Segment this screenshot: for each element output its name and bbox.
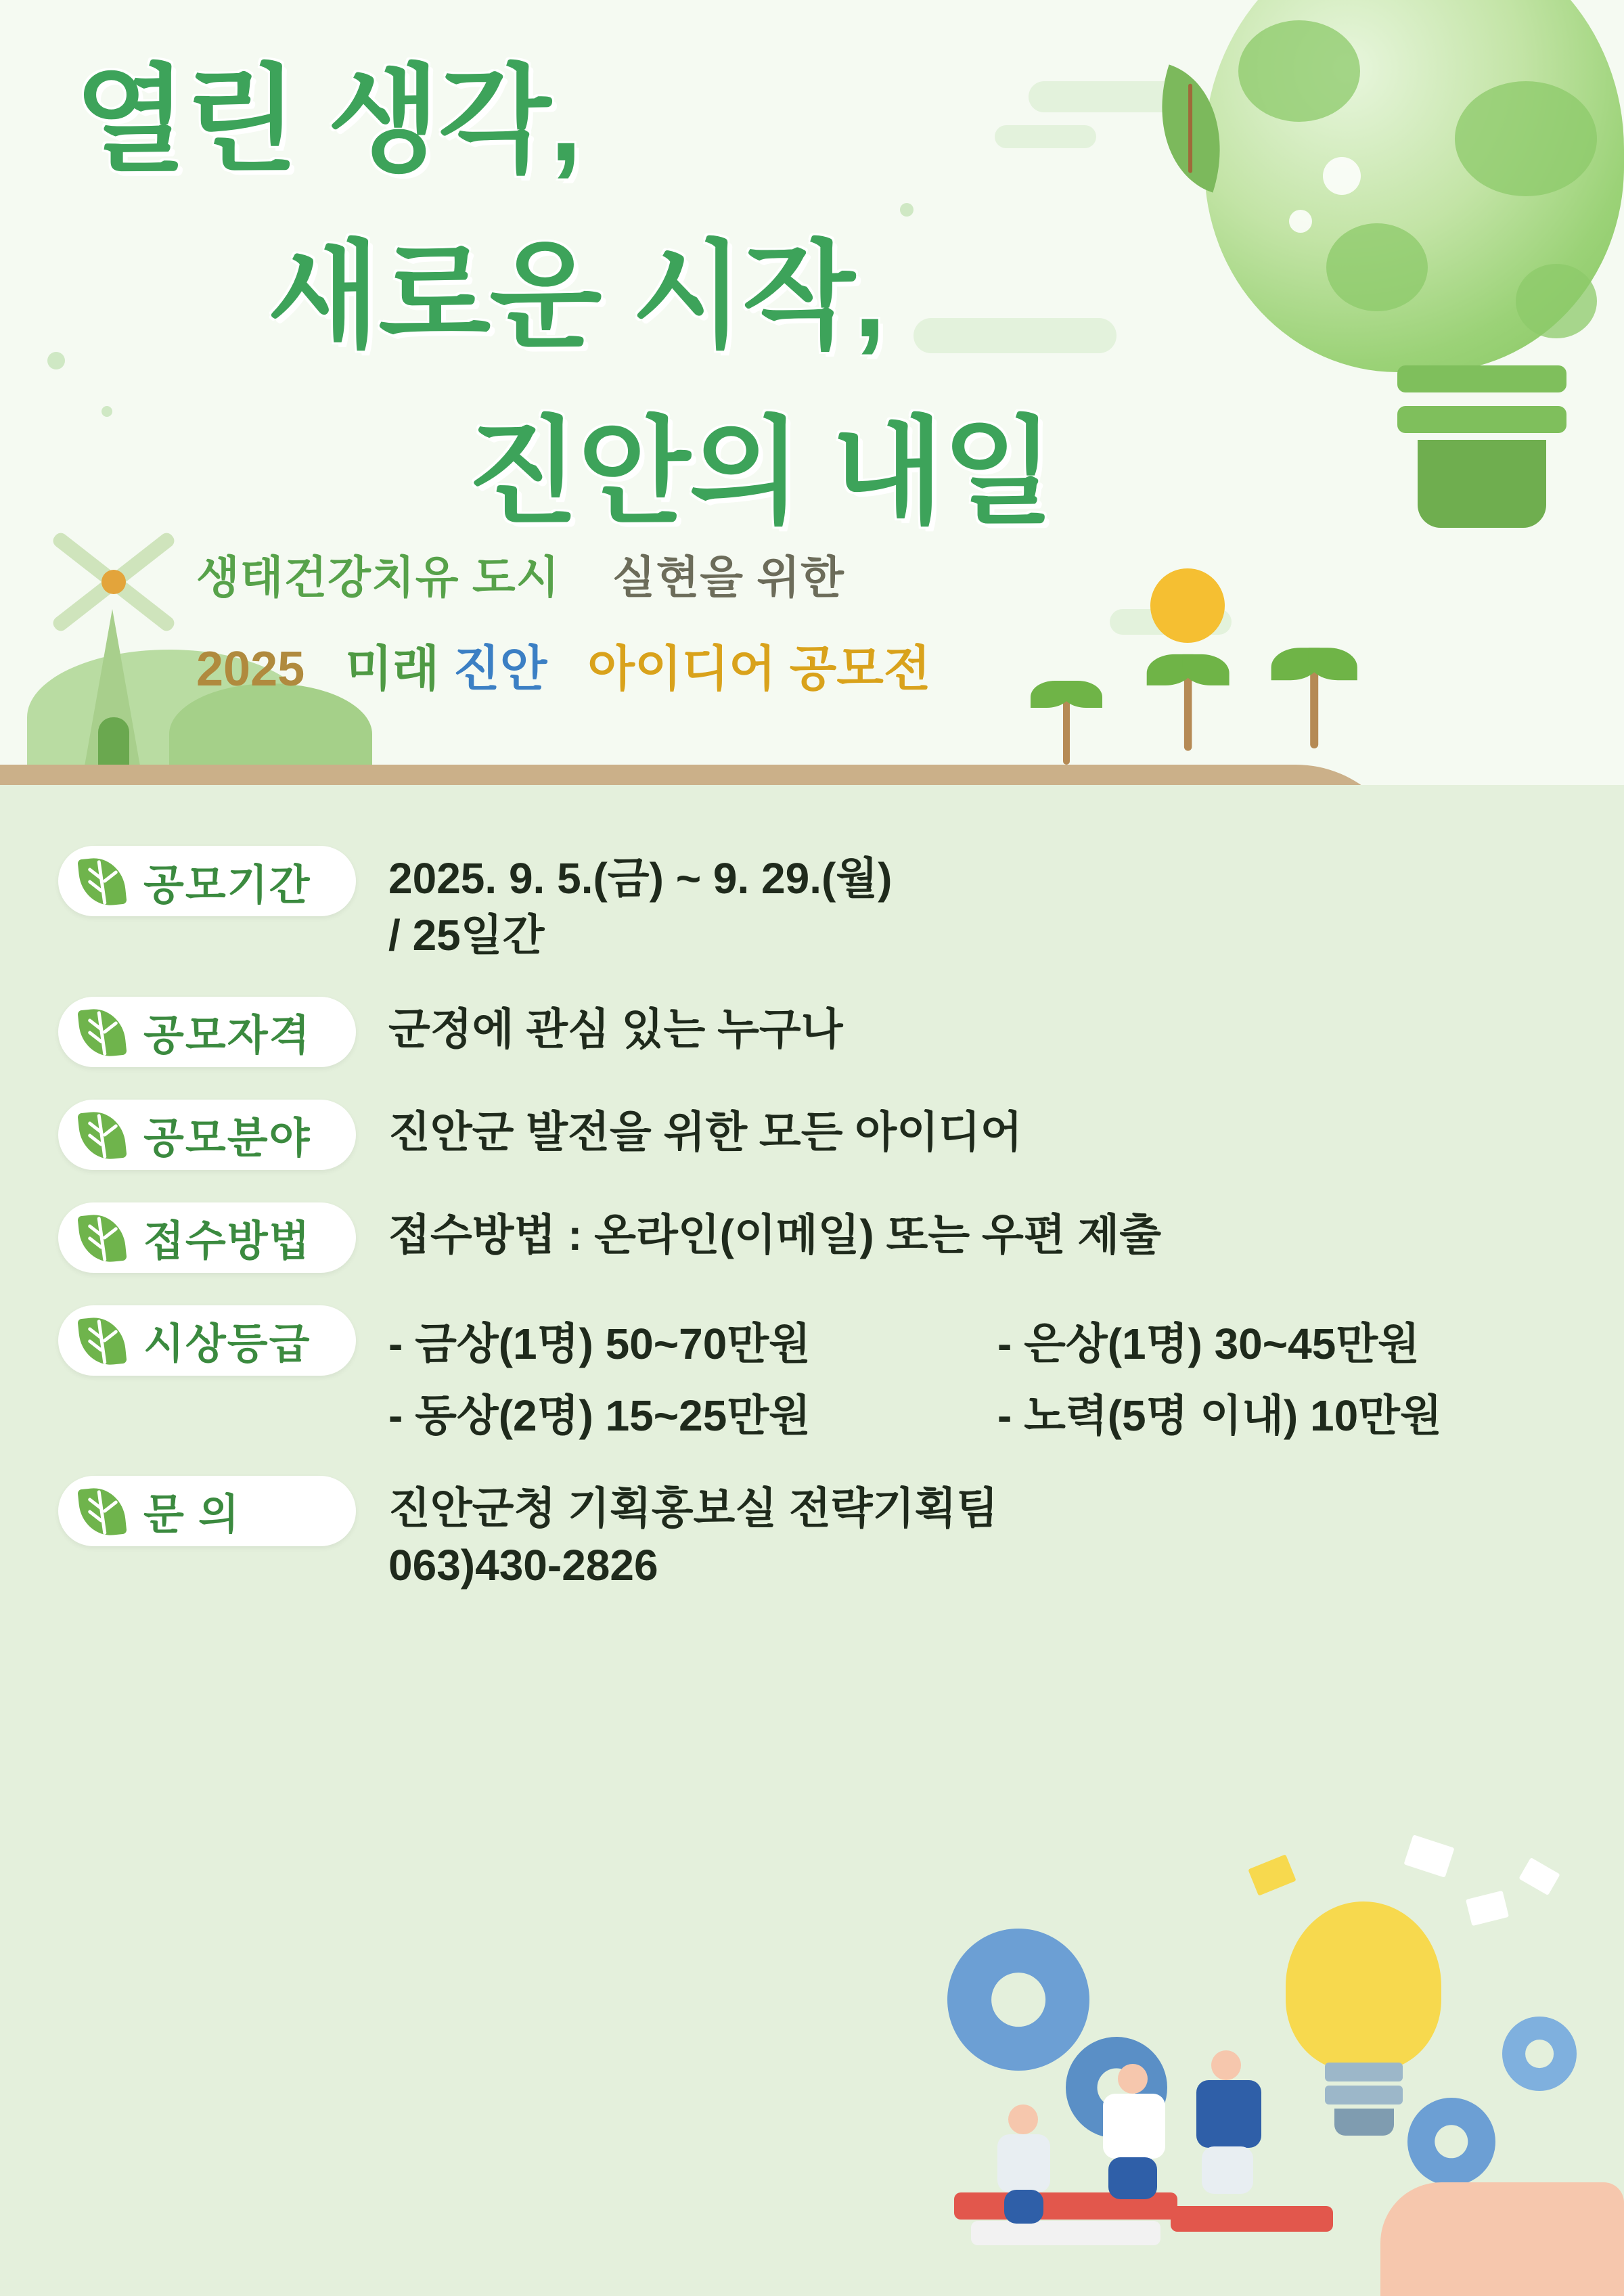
poster-subtitle-1 — [196, 541, 844, 606]
person-illustration — [1184, 2050, 1313, 2220]
subtitle-idea: 아이디어 공모전 — [587, 642, 931, 696]
bottom-illustration — [934, 1814, 1624, 2296]
lightbulb-blob — [1326, 223, 1428, 311]
person-head — [1118, 2064, 1148, 2094]
row-label-text: 문 의 — [143, 1491, 241, 1539]
award-item: - 금상(1명) 50~70만원 — [388, 1319, 811, 1368]
award-grid — [388, 1309, 1624, 1443]
lightbulb-blob — [1455, 81, 1597, 196]
leaf-icon — [76, 1006, 129, 1058]
lightbulb-icon — [1286, 1901, 1441, 2071]
subtitle-year: 2025 — [196, 642, 305, 696]
row-label-chip — [58, 1305, 356, 1376]
cloud-decoration — [914, 318, 1116, 353]
row-line: 2025. 9. 5.(금) ~ 9. 29.(월) — [388, 854, 893, 903]
windmill-hub — [102, 570, 126, 594]
lightbulb-blob — [1238, 20, 1360, 122]
person-legs — [1202, 2146, 1253, 2194]
dot-decoration — [47, 352, 65, 369]
row-label-chip — [58, 1100, 356, 1170]
paper-icon — [1518, 1858, 1560, 1895]
row-line: 진안군 발전을 위한 모든 아이디어 — [388, 1107, 1022, 1156]
poster-subtitle-2 — [196, 629, 930, 700]
leaf-vein — [1188, 84, 1192, 173]
subtitle-mirae: 미래 — [345, 642, 440, 696]
award-item: - 은상(1명) 30~45만원 — [997, 1319, 1420, 1368]
person-body — [1103, 2094, 1165, 2159]
row-label-chip — [58, 846, 356, 916]
info-row-awards — [0, 1305, 1624, 1443]
person-illustration — [1083, 2064, 1198, 2220]
sticky-note-icon — [1248, 1854, 1296, 1895]
info-row-period — [0, 846, 1624, 964]
subtitle-eco-text: 생태건강치유 도시 — [196, 552, 560, 602]
lightbulb-base — [1325, 2086, 1403, 2104]
subtitle-jinan: 진안 — [453, 642, 547, 696]
row-line: 접수방법 : 온라인(이메일) 또는 우편 제출 — [388, 1210, 1162, 1259]
lightbulb-base — [1325, 2063, 1403, 2081]
row-content — [356, 1476, 1624, 1594]
row-label-chip — [58, 997, 356, 1067]
person-illustration — [981, 2104, 1083, 2226]
row-content — [356, 846, 1624, 964]
cloud-decoration — [995, 125, 1096, 148]
gear-icon — [1502, 2017, 1577, 2091]
gear-icon — [1407, 2098, 1495, 2186]
row-label-text: 공모자격 — [143, 1012, 311, 1060]
row-label-text: 시상등급 — [143, 1321, 311, 1368]
lightbulb-neck — [1397, 406, 1566, 433]
cloud-decoration — [1029, 81, 1184, 112]
row-label-chip — [58, 1202, 356, 1273]
row-line: 군정에 관심 있는 누구나 — [388, 1004, 843, 1054]
award-item: - 동상(2명) 15~25만원 — [388, 1391, 811, 1440]
lightbulb-highlight — [1289, 210, 1312, 233]
poster-title-line-1: 열린 생각, — [74, 55, 581, 185]
row-line: / 25일간 — [388, 911, 545, 960]
info-rows — [0, 846, 1624, 1627]
row-line: 진안군청 기획홍보실 전략기획팀 — [388, 1483, 999, 1533]
person-body — [1196, 2080, 1261, 2148]
leaf-icon — [76, 1211, 129, 1264]
lightbulb-neck — [1397, 365, 1566, 392]
leaf-icon — [76, 1485, 129, 1537]
info-row-submission — [0, 1202, 1624, 1273]
award-item: - 노력(5명 이내) 10만원 — [997, 1391, 1442, 1440]
info-row-contact — [0, 1476, 1624, 1594]
row-label-chip — [58, 1476, 356, 1546]
person-head — [1211, 2050, 1241, 2080]
row-content — [356, 1202, 1624, 1263]
leaf-icon — [76, 1314, 129, 1367]
row-label-text: 접수방법 — [143, 1218, 311, 1265]
row-content — [356, 1100, 1624, 1161]
poster-header — [0, 0, 1624, 785]
dot-decoration — [102, 406, 112, 417]
lightbulb-highlight — [1323, 157, 1361, 195]
dot-decoration — [900, 203, 914, 217]
person-legs — [1004, 2190, 1043, 2224]
hand-illustration — [1380, 2182, 1624, 2296]
lightbulb-base — [1334, 2109, 1394, 2136]
lightbulb-blob — [1516, 264, 1597, 338]
person-legs — [1108, 2157, 1157, 2199]
poster-title-line-3: 진안의 내일 — [467, 407, 1054, 537]
paper-icon — [1403, 1834, 1454, 1878]
subtitle-plain-text: 실현을 위한 — [612, 552, 844, 602]
info-row-eligibility — [0, 997, 1624, 1067]
person-body — [997, 2134, 1050, 2192]
person-head — [1008, 2104, 1038, 2134]
row-label-text: 공모분야 — [143, 1115, 311, 1163]
row-content — [356, 997, 1624, 1058]
leaf-icon — [76, 855, 129, 907]
row-line: 063)430-2826 — [388, 1541, 658, 1590]
sun-icon — [1150, 568, 1225, 643]
info-row-category — [0, 1100, 1624, 1170]
lightbulb-base — [1418, 440, 1546, 528]
paper-icon — [1466, 1891, 1509, 1926]
poster-title-line-2: 새로운 시작, — [267, 231, 885, 361]
gear-icon — [947, 1929, 1089, 2071]
row-label-text: 공모기간 — [143, 861, 311, 909]
row-content — [356, 1305, 1624, 1443]
leaf-icon — [76, 1108, 129, 1161]
